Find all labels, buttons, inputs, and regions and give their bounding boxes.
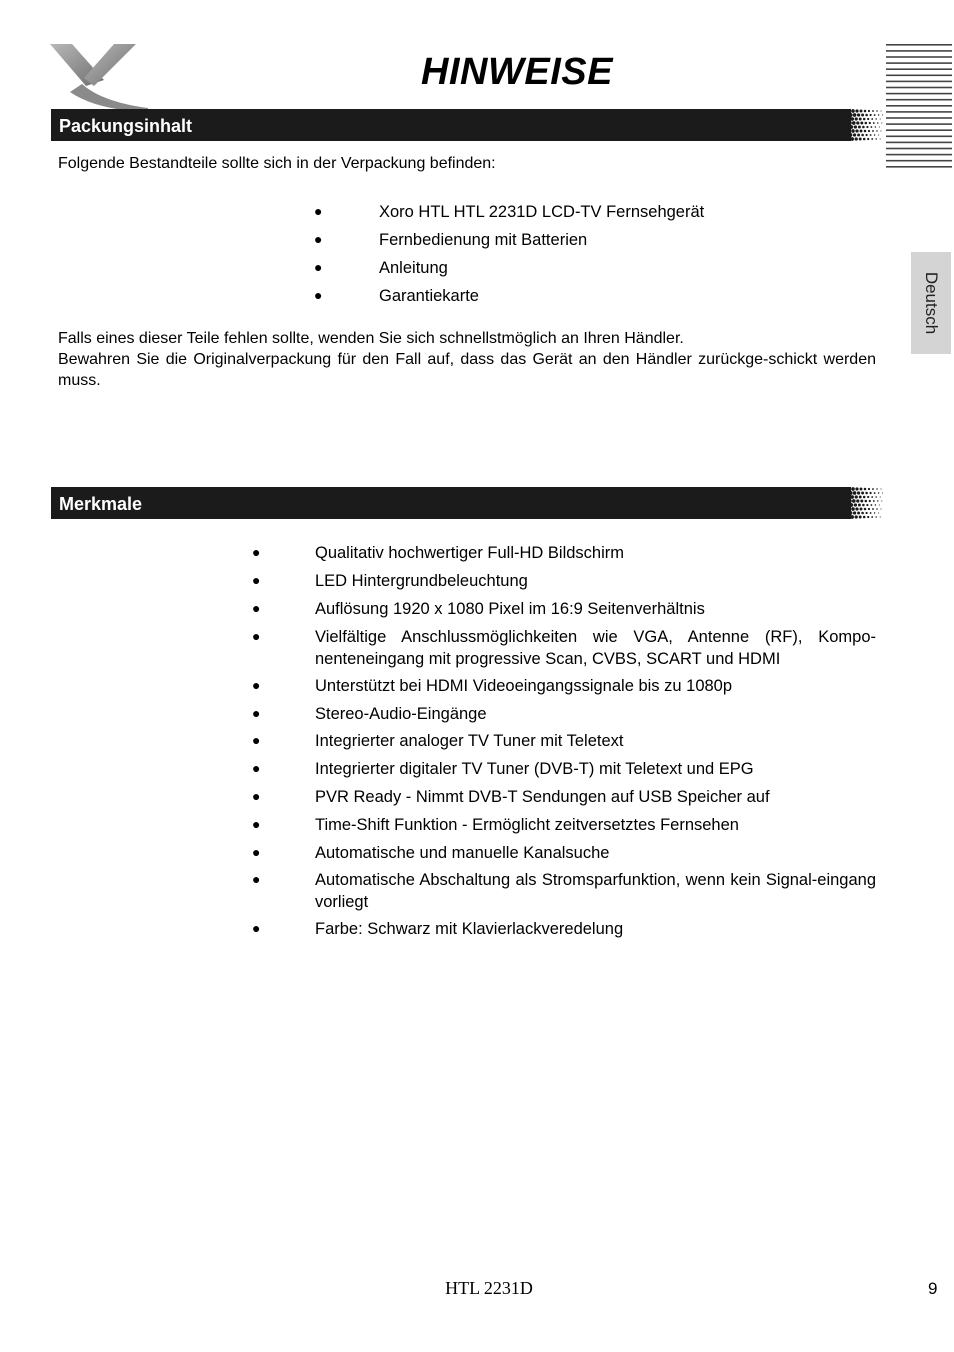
list-item: ● Qualitativ hochwertiger Full-HD Bildschirm [252, 544, 625, 562]
list-item: ● Fernbedienung mit Batterien [314, 231, 588, 249]
page-number: 9 [928, 1279, 938, 1298]
bullet-icon: ● [252, 544, 261, 560]
list-item: ● Integrierter digitaler TV Tuner (DVB-T) mit Teletext und EPG [252, 760, 754, 778]
section-closing-1: Falls eines dieser Teile fehlen sollte, wenden Sie sich schnellstmöglich an Ihren Händler. [58, 330, 684, 347]
bullet-icon: ● [252, 920, 261, 936]
bullet-icon: ● [314, 203, 323, 219]
list-item: ● Automatische Abschaltung als Stromsparfunktion, wenn kein Signal-eingang vorliegt [252, 871, 876, 911]
list-item: ● Auflösung 1920 x 1080 Pixel im 16:9 Seitenverhältnis [252, 600, 705, 618]
list-item: ● LED Hintergrundbeleuchtung [252, 572, 528, 590]
list-item: ● Garantiekarte [314, 287, 479, 305]
bullet-icon: ● [252, 871, 261, 887]
decorative-stripes [886, 44, 952, 172]
list-item: ● PVR Ready - Nimmt DVB-T Sendungen auf USB Speicher auf [252, 788, 770, 806]
bullet-icon: ● [252, 705, 261, 721]
list-item: ● Stereo-Audio-Eingänge [252, 705, 487, 723]
halftone-dots-icon [841, 109, 883, 141]
list-item: ● Xoro HTL HTL 2231D LCD-TV Fernsehgerät [314, 203, 705, 221]
section-intro: Folgende Bestandteile sollte sich in der Verpackung befinden: [58, 155, 496, 172]
list-item: ● Integrierter analoger TV Tuner mit Teletext [252, 732, 624, 750]
bullet-icon: ● [252, 628, 261, 644]
bullet-icon: ● [252, 677, 261, 693]
footer-model: HTL 2231D [445, 1278, 533, 1298]
list-item: ● Unterstützt bei HDMI Videoeingangssignale bis zu 1080p [252, 677, 733, 695]
list-item: ● Anleitung [314, 259, 448, 277]
section-closing-2: Bewahren Sie die Originalverpackung für den Fall auf, dass das Gerät an den Händler zurückge-schickt werden muss. [58, 351, 876, 389]
bullet-icon: ● [252, 844, 261, 860]
section-header-packungsinhalt [51, 109, 881, 141]
list-item: ● Automatische und manuelle Kanalsuche [252, 844, 610, 862]
bullet-icon: ● [252, 732, 261, 748]
language-tab-label: Deutsch [922, 271, 941, 335]
list-item: ● Vielfältige Anschlussmöglichkeiten wie VGA, Antenne (RF), Kompo-nenteneingang mit progressive Scan, CVBS, SCART und HDMI [252, 628, 876, 668]
language-tab [911, 252, 951, 354]
bullet-icon: ● [314, 259, 323, 275]
bullet-icon: ● [314, 287, 323, 303]
bullet-icon: ● [314, 231, 323, 247]
features-list [250, 542, 876, 946]
halftone-dots-icon [841, 487, 883, 519]
list-item: ● Farbe: Schwarz mit Klavierlackveredelung [252, 920, 624, 938]
bullet-icon: ● [252, 572, 261, 588]
bullet-icon: ● [252, 788, 261, 804]
section-title: Packungsinhalt [59, 116, 193, 136]
package-contents-list [312, 201, 792, 313]
bullet-icon: ● [252, 600, 261, 616]
bullet-icon: ● [252, 760, 261, 776]
section-title: Merkmale [59, 494, 143, 514]
bullet-icon: ● [252, 816, 261, 832]
list-item: ● Time-Shift Funktion - Ermöglicht zeitversetztes Fernsehen [252, 816, 739, 834]
page-title: HINWEISE [421, 51, 613, 93]
section-header-merkmale [51, 487, 881, 519]
